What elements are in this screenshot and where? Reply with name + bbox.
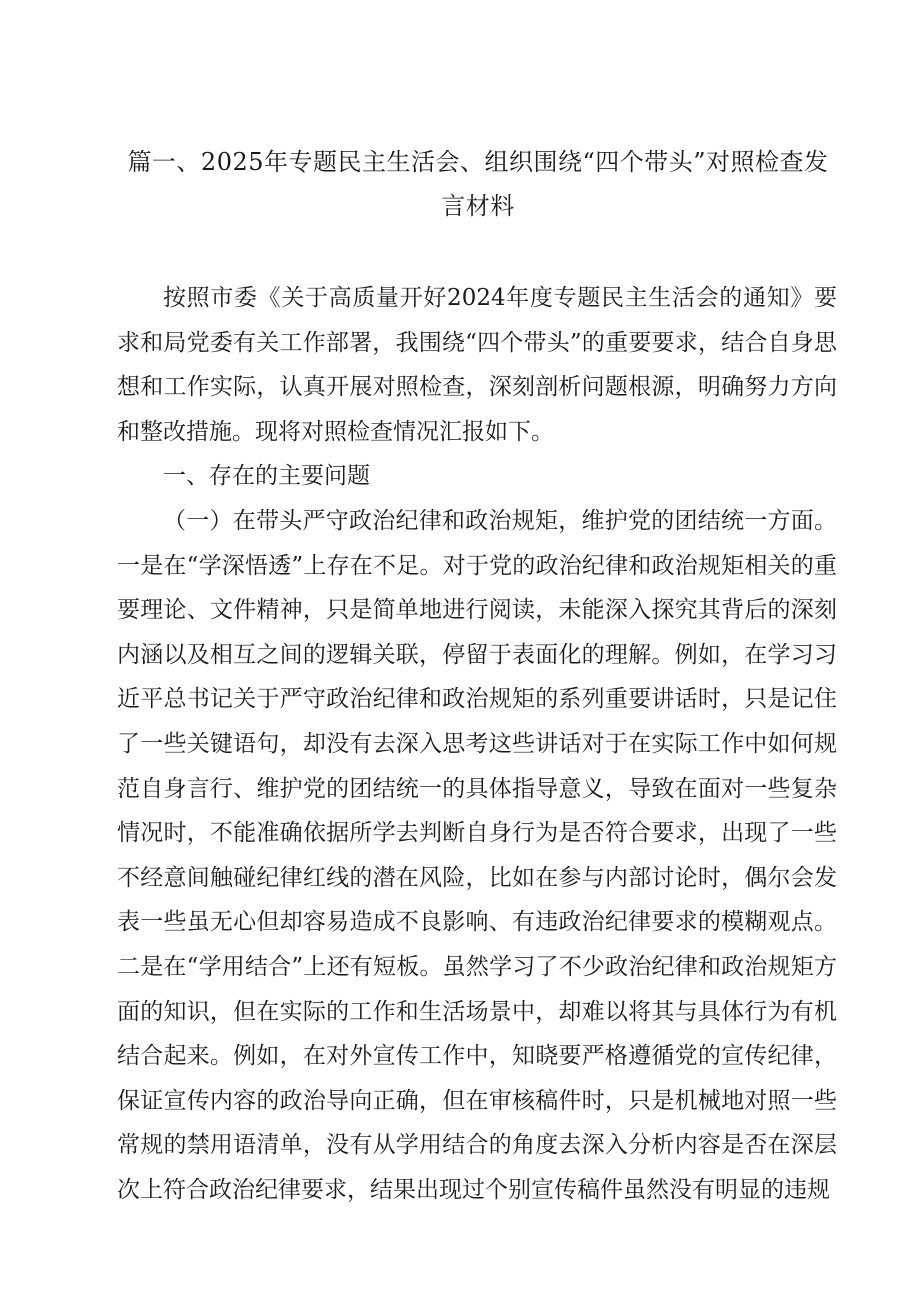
- document-body: [117, 276, 837, 1212]
- body-paragraph: （一）在带头严守政治纪律和政治规矩，维护党的团结统一方面。一是在“学深悟透”上存在不足。对于党的政治纪律和政治规矩相关的重要理论、文件精神，只是简单地进行阅读，未能深入探究其背后的深刻内涵以及相互之间的逻辑关联，停留于表面化的理解。例如，在学习习近平总书记关于严守政治纪律和政治规矩的系列重要讲话时，只是记住了一些关键语句，却没有去深入思考这些讲话对于在实际工作中如何规范自身言行、维护党的团结统一的具体指导意义，导致在面对一些复杂情况时，不能准确依据所学去判断自身行为是否符合要求，出现了一些不经意间触碰纪律红线的潜在风险，比如在参与内部讨论时，偶尔会发表一些虽无心但却容易造成不良影响、有违政治纪律要求的模糊观点。二是在“学用结合”上还有短板。虽然学习了不少政治纪律和政治规矩方面的知识，但在实际的工作和生活场景中，却难以将其与具体行为有机结合起来。例如，在对外宣传工作中，知晓要严格遵循党的宣传纪律，保证宣传内容的政治导向正确，但在审核稿件时，只是机械地对照一些常规的禁用语清单，没有从学用结合的角度去深入分析内容是否在深层次上符合政治纪律要求，结果出现过个别宣传稿件虽然没有明显的违规: [117, 507, 837, 1203]
- section-heading: 一、存在的主要问题: [163, 463, 370, 490]
- intro-paragraph: 按照市委《关于高质量开好2024年度专题民主生活会的通知》要求和局党委有关工作部署，我围绕“四个带头”的重要要求，结合自身思想和工作实际，认真开展对照检查，深刻剖析问题根源，明确努力方向和整改措施。现将对照检查情况汇报如下。: [117, 285, 837, 445]
- document-title: 篇一、2025年专题民主生活会、组织围绕“四个带头”对照检查发言材料: [127, 148, 829, 220]
